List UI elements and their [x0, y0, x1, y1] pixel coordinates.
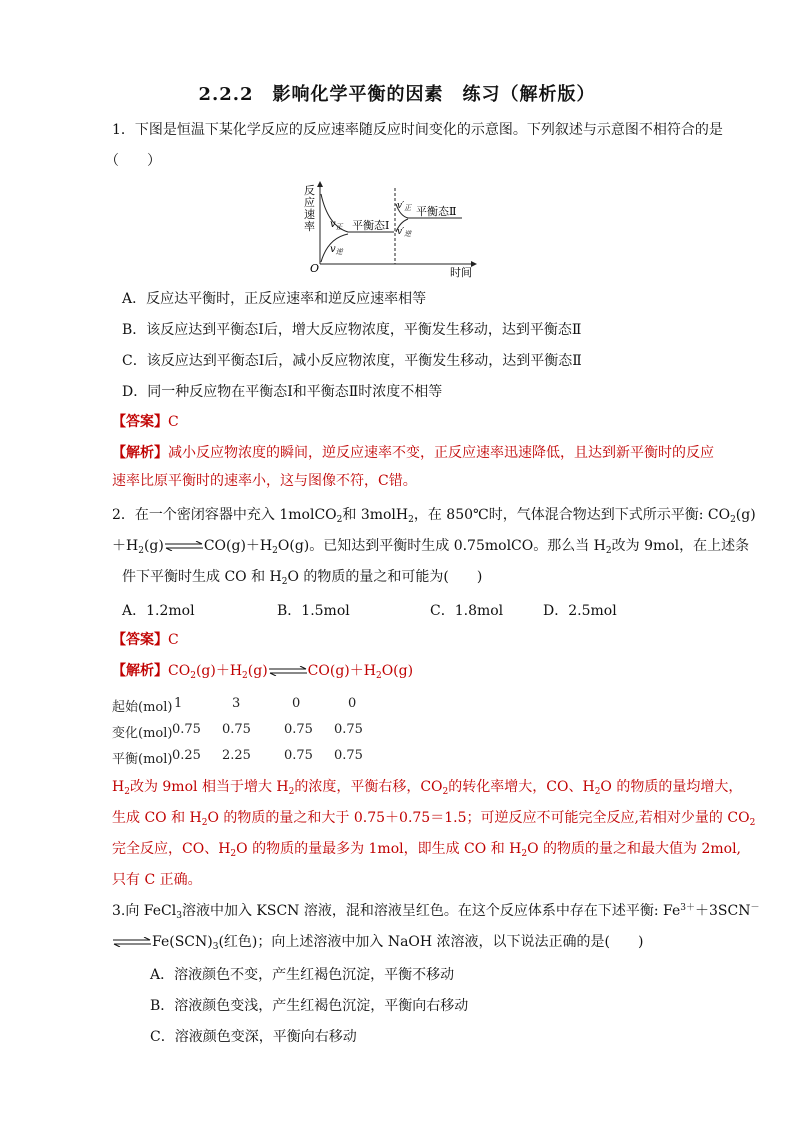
y-label-4: 率 — [304, 220, 315, 233]
q2-explanation-line3: 完全反应，CO、$H_2O$ 的物质的量最多为 1mol，即生成 CO 和 $H_2O$ 的物质的量之和最大值为 2mol, — [112, 841, 742, 859]
q3-option-a: A．溶液颜色不变，产生红褐色沉淀，平衡不移动 — [150, 967, 455, 983]
equilibrium-arrow — [268, 666, 308, 676]
q2-explanation-line2: 生成 CO 和 $H_2O$ 的物质的量之和大于 0.75＋0.75＝1.5；可逆反应不可能完全反应,若相对少量的 $CO_2$ — [112, 810, 756, 828]
q1-paren: （ ） — [105, 153, 161, 169]
q1-option-c: C．该反应达到平衡态Ⅰ后，减小反应物浓度，平衡发生移动，达到平衡态Ⅱ — [122, 353, 582, 369]
q2-stem-line1: 2．在一个密闭容器中充入 1molCO$_2$和 3molH$_2$，在 850℃时，气体混合物达到下式所示平衡: $CO_2(g)$ — [112, 507, 756, 525]
q1-rate-graph — [290, 178, 520, 278]
q2-explanation-line1: $H_2$改为 9mol 相当于增大 $H_2$的浓度，平衡右移，$CO_2$的转化率增大，CO、$H_2O$ 的物质的量均增大， — [112, 779, 743, 797]
q1-option-d: D．同一种反应物在平衡态Ⅰ和平衡态Ⅱ时浓度不相等 — [122, 384, 443, 400]
v2-reverse-label: $v'_逆$ — [397, 227, 412, 238]
x-label: 时间 — [450, 266, 472, 278]
page-title: 2.2.2 影响化学平衡的因素 练习（解析版） — [198, 84, 596, 105]
q2-option-c: C．1.8mol — [430, 603, 504, 619]
state1-label: 平衡态Ⅰ — [352, 219, 390, 232]
v-reverse-label: $v_逆$ — [330, 244, 343, 256]
equilibrium-arrow — [164, 541, 204, 551]
q1-answer: 【答案】C — [112, 414, 179, 430]
q2-stem-line2: $+H_2(g)$ $CO(g)+H_2O(g)$。已知达到平衡时生成 0.75molCO。那么当 $H_2$改为 9mol，在上述条 — [112, 538, 750, 556]
q2-option-d: D．2.5mol — [543, 603, 617, 619]
q3-stem-line1: 3.向 FeCl$_3$溶液中加入 KSCN 溶液，混和溶液呈红色。在这个反应体系中存在下述平衡: $Fe^{3+}+3SCN^-$ — [112, 903, 760, 921]
q2-analysis-equation: 【解析】$CO_2(g)+H_2(g)$ $CO(g)+H_2O(g)$ — [112, 663, 414, 681]
y-label-3: 速 — [304, 208, 315, 221]
y-label-2: 应 — [304, 196, 315, 209]
q1-option-a: A．反应达平衡时，正反应速率和逆反应速率相等 — [122, 291, 427, 307]
state2-label: 平衡态Ⅱ — [416, 205, 457, 218]
q1-analysis: 【解析】减小反应物浓度的瞬间，逆反应速率不变，正反应速率迅速降低，且达到新平衡时的反应 — [112, 445, 714, 461]
q2-option-b: B．1.5mol — [277, 603, 350, 619]
q1-stem: 1．下图是恒温下某化学反应的反应速率随反应时间变化的示意图。下列叙述与示意图不相符合的是 — [112, 122, 723, 138]
q2-explanation-line4: 只有 C 正确。 — [112, 872, 202, 888]
q2-stem-line3: 件下平衡时生成 CO 和 $H_2O$ 的物质的量之和可能为( ) — [122, 569, 483, 587]
q1-option-b: B．该反应达到平衡态Ⅰ后，增大反应物浓度，平衡发生移动，达到平衡态Ⅱ — [122, 322, 582, 338]
q2-answer: 【答案】C — [112, 632, 179, 648]
origin-label: O — [310, 262, 320, 275]
v-forward-label: $v_正$ — [330, 219, 343, 231]
q3-option-b: B．溶液颜色变浅，产生红褐色沉淀，平衡向右移动 — [150, 998, 469, 1014]
v2-forward-label: $v'_正$ — [397, 201, 412, 212]
q1-analysis-line2: 速率比原平衡时的速率小，这与图像不符，C错。 — [112, 473, 417, 489]
q3-option-c: C．溶液颜色变深，平衡向右移动 — [150, 1029, 357, 1045]
y-label-1: 反 — [304, 184, 315, 197]
q3-stem-line2: $Fe(SCN)_3$(红色)；向上述溶液中加入 NaOH 浓溶液，以下说法正确的是( ) — [112, 932, 643, 952]
q2-option-a: A．1.2mol — [122, 603, 195, 619]
equilibrium-arrow — [112, 937, 152, 947]
